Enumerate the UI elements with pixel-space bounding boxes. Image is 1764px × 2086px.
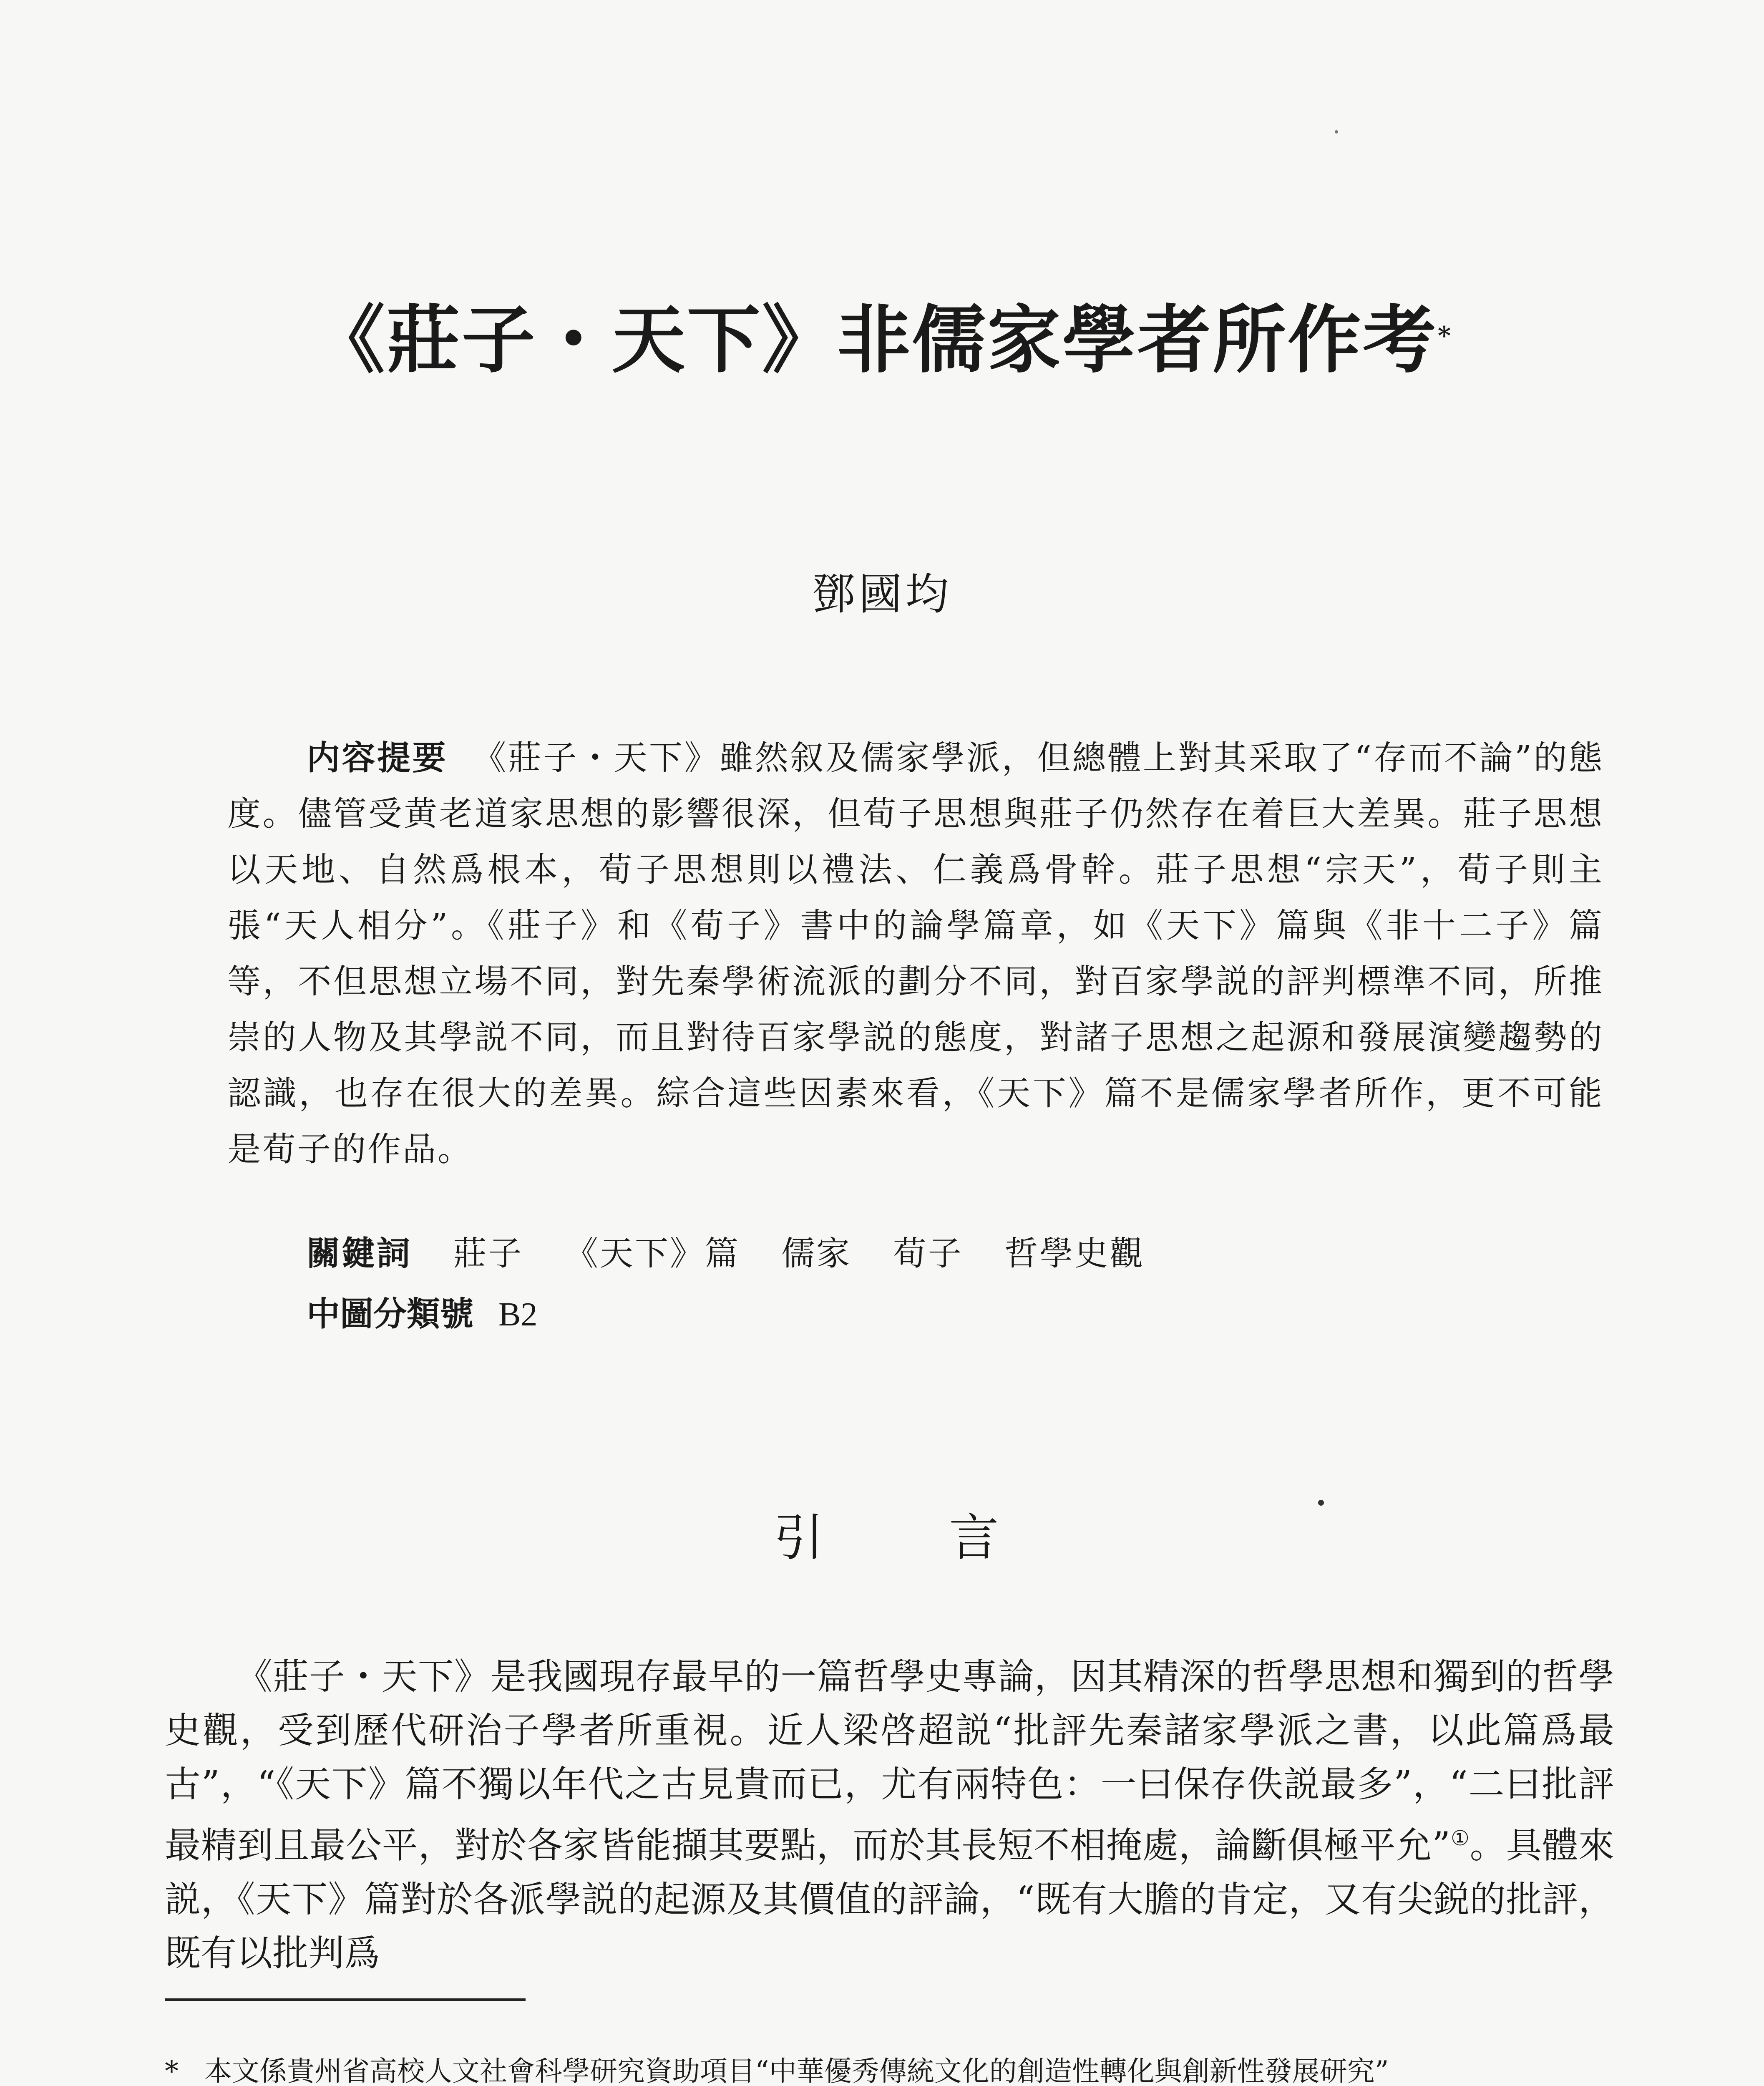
section-heading: 引言 — [774, 1509, 1124, 1567]
title-footnote-mark: * — [1437, 321, 1453, 350]
abstract-label: 内容提要 — [307, 738, 448, 777]
classification — [307, 1287, 537, 1335]
footnote-funding-line1: 本文係貴州省高校人文社會科學研究資助項目“中華優秀傳統文化的創造性轉化與創新性發展研究” — [204, 2055, 1389, 2086]
keyword-item: 儒家 — [781, 1234, 852, 1273]
keyword-item: 《天下》篇 — [564, 1234, 740, 1273]
keywords-label: 關鍵詞 — [307, 1234, 412, 1273]
body-paragraph — [165, 1650, 1614, 1980]
keyword-item: 哲學史觀 — [1004, 1234, 1145, 1273]
abstract — [227, 730, 1604, 1177]
keywords — [307, 1227, 1145, 1275]
author-name: 鄧國均 — [812, 569, 952, 620]
article-title — [0, 292, 1764, 388]
abstract-text: 《莊子・天下》雖然叙及儒家學派，但總體上對其采取了“存而不論”的態度。儘管受黄老道家思想的影響很深，但荀子思想與莊子仍然存在着巨大差異。莊子思想以天地、自然爲根本，荀子思想則以禮法、仁義爲骨幹。莊子思想“宗天”，荀子則主張“天人相分”。《莊子》和《荀子》書中的論學篇章，如《天下》篇與《非十二子》篇等，不但思想立場不同，對先秦學術流派的劃分不同，對百家學説的評判標準不同，所推崇的人物及其學説不同，而且對待百家學説的態度，對諸子思想之起源和發展演變趨勢的認識，也存在很大的差異。綜合這些因素來看，《天下》篇不是儒家學者所作，更不可能是荀子的作品。 — [227, 738, 1604, 1169]
keyword-item: 莊子 — [453, 1234, 523, 1273]
footnote-mark: * — [165, 2055, 179, 2086]
keyword-item: 荀子 — [893, 1234, 963, 1273]
body-text-part1: 《莊子・天下》是我國現存最早的一篇哲學史專論，因其精深的哲學思想和獨到的哲學史觀，受到歷代研治子學者所重視。近人梁啓超説“批評先秦諸家學派之書，以此篇爲最古”，“《天下》篇不獨以年代之古見貴而已，尤有兩特色：一曰保存佚説最多”，“二曰批評最精到且最公平，對於各家皆能擷其要點，而於其長短不相掩處，論斷俱極平允” — [165, 1656, 1614, 1867]
footnote-funding — [165, 2048, 1616, 2086]
classification-label: 中圖分類號 — [307, 1295, 473, 1333]
footnote-divider — [165, 1998, 526, 2001]
footnote-ref: ① — [1450, 1826, 1470, 1850]
classification-code: B2 — [498, 1296, 538, 1333]
scan-speck — [1318, 1500, 1324, 1506]
article-title-text: 《莊子・天下》非儒家學者所作考 — [311, 297, 1438, 383]
body-text-part2: 。具體來説，《天下》篇對於各派學説的起源及其價值的評論，“既有大膽的肯定，又有尖鋭的批評，既有以批判爲 — [165, 1824, 1615, 1974]
scan-speck — [1335, 130, 1338, 134]
